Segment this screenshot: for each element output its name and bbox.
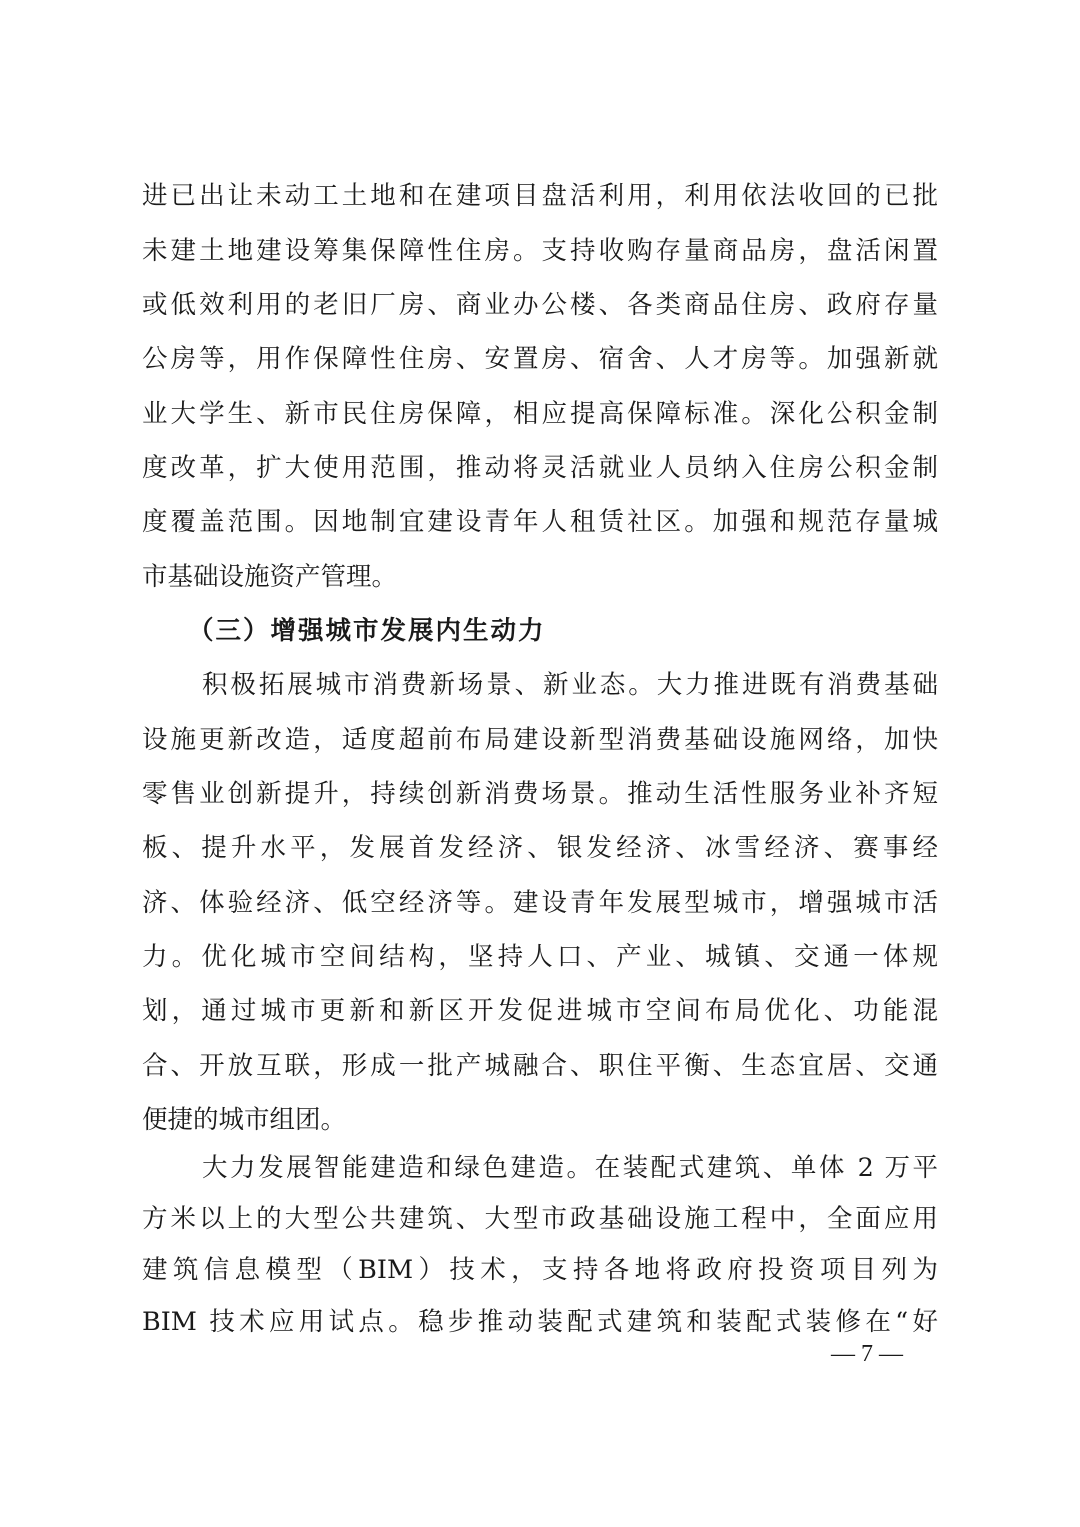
paragraph-first-line: 积极拓展城市消费新场景、新业态。大力推进既有消费基础 <box>202 670 938 700</box>
section-heading: （三）增强城市发展内生动力 <box>188 616 546 646</box>
text-line: 板、提升水平，发展首发经济、银发经济、冰雪经济、赛事经 <box>142 833 938 863</box>
text-line: 方米以上的大型公共建筑、大型市政基础设施工程中，全面应用 <box>142 1204 938 1234</box>
text-line: 合、开放互联，形成一批产城融合、职住平衡、生态宜居、交通 <box>142 1051 938 1081</box>
text-line: 便捷的城市组团。 <box>142 1105 347 1135</box>
text-line: 公房等，用作保障性住房、安置房、宿舍、人才房等。加强新就 <box>142 344 938 374</box>
text-line: 零售业创新提升，持续创新消费场景。推动生活性服务业补齐短 <box>142 779 938 809</box>
text-line: 或低效利用的老旧厂房、商业办公楼、各类商品住房、政府存量 <box>142 290 938 320</box>
text-line: 市基础设施资产管理。 <box>142 562 398 592</box>
text-line: BIM 技术应用试点。稳步推动装配式建筑和装配式装修在“好 <box>142 1307 938 1337</box>
text-line: 力。优化城市空间结构，坚持人口、产业、城镇、交通一体规 <box>142 942 938 972</box>
paragraph-first-line: 大力发展智能建造和绿色建造。在装配式建筑、单体 2 万平 <box>202 1153 938 1183</box>
text-line: 度改革，扩大使用范围，推动将灵活就业人员纳入住房公积金制 <box>142 453 938 483</box>
text-line: 济、体验经济、低空经济等。建设青年发展型城市，增强城市活 <box>142 888 938 918</box>
text-line: 度覆盖范围。因地制宜建设青年人租赁社区。加强和规范存量城 <box>142 507 938 537</box>
text-line: 划，通过城市更新和新区开发促进城市空间布局优化、功能混 <box>142 996 938 1026</box>
text-line: 进已出让未动工土地和在建项目盘活利用，利用依法收回的已批 <box>142 181 938 211</box>
text-line: 设施更新改造，适度超前布局建设新型消费基础设施网络，加快 <box>142 725 938 755</box>
text-line: 业大学生、新市民住房保障，相应提高保障标准。深化公积金制 <box>142 399 938 429</box>
text-line: 未建土地建设筹集保障性住房。支持收购存量商品房，盘活闲置 <box>142 236 938 266</box>
page-number: — 7 — <box>831 1341 903 1367</box>
text-line: 建筑信息模型（BIM）技术，支持各地将政府投资项目列为 <box>142 1255 938 1285</box>
